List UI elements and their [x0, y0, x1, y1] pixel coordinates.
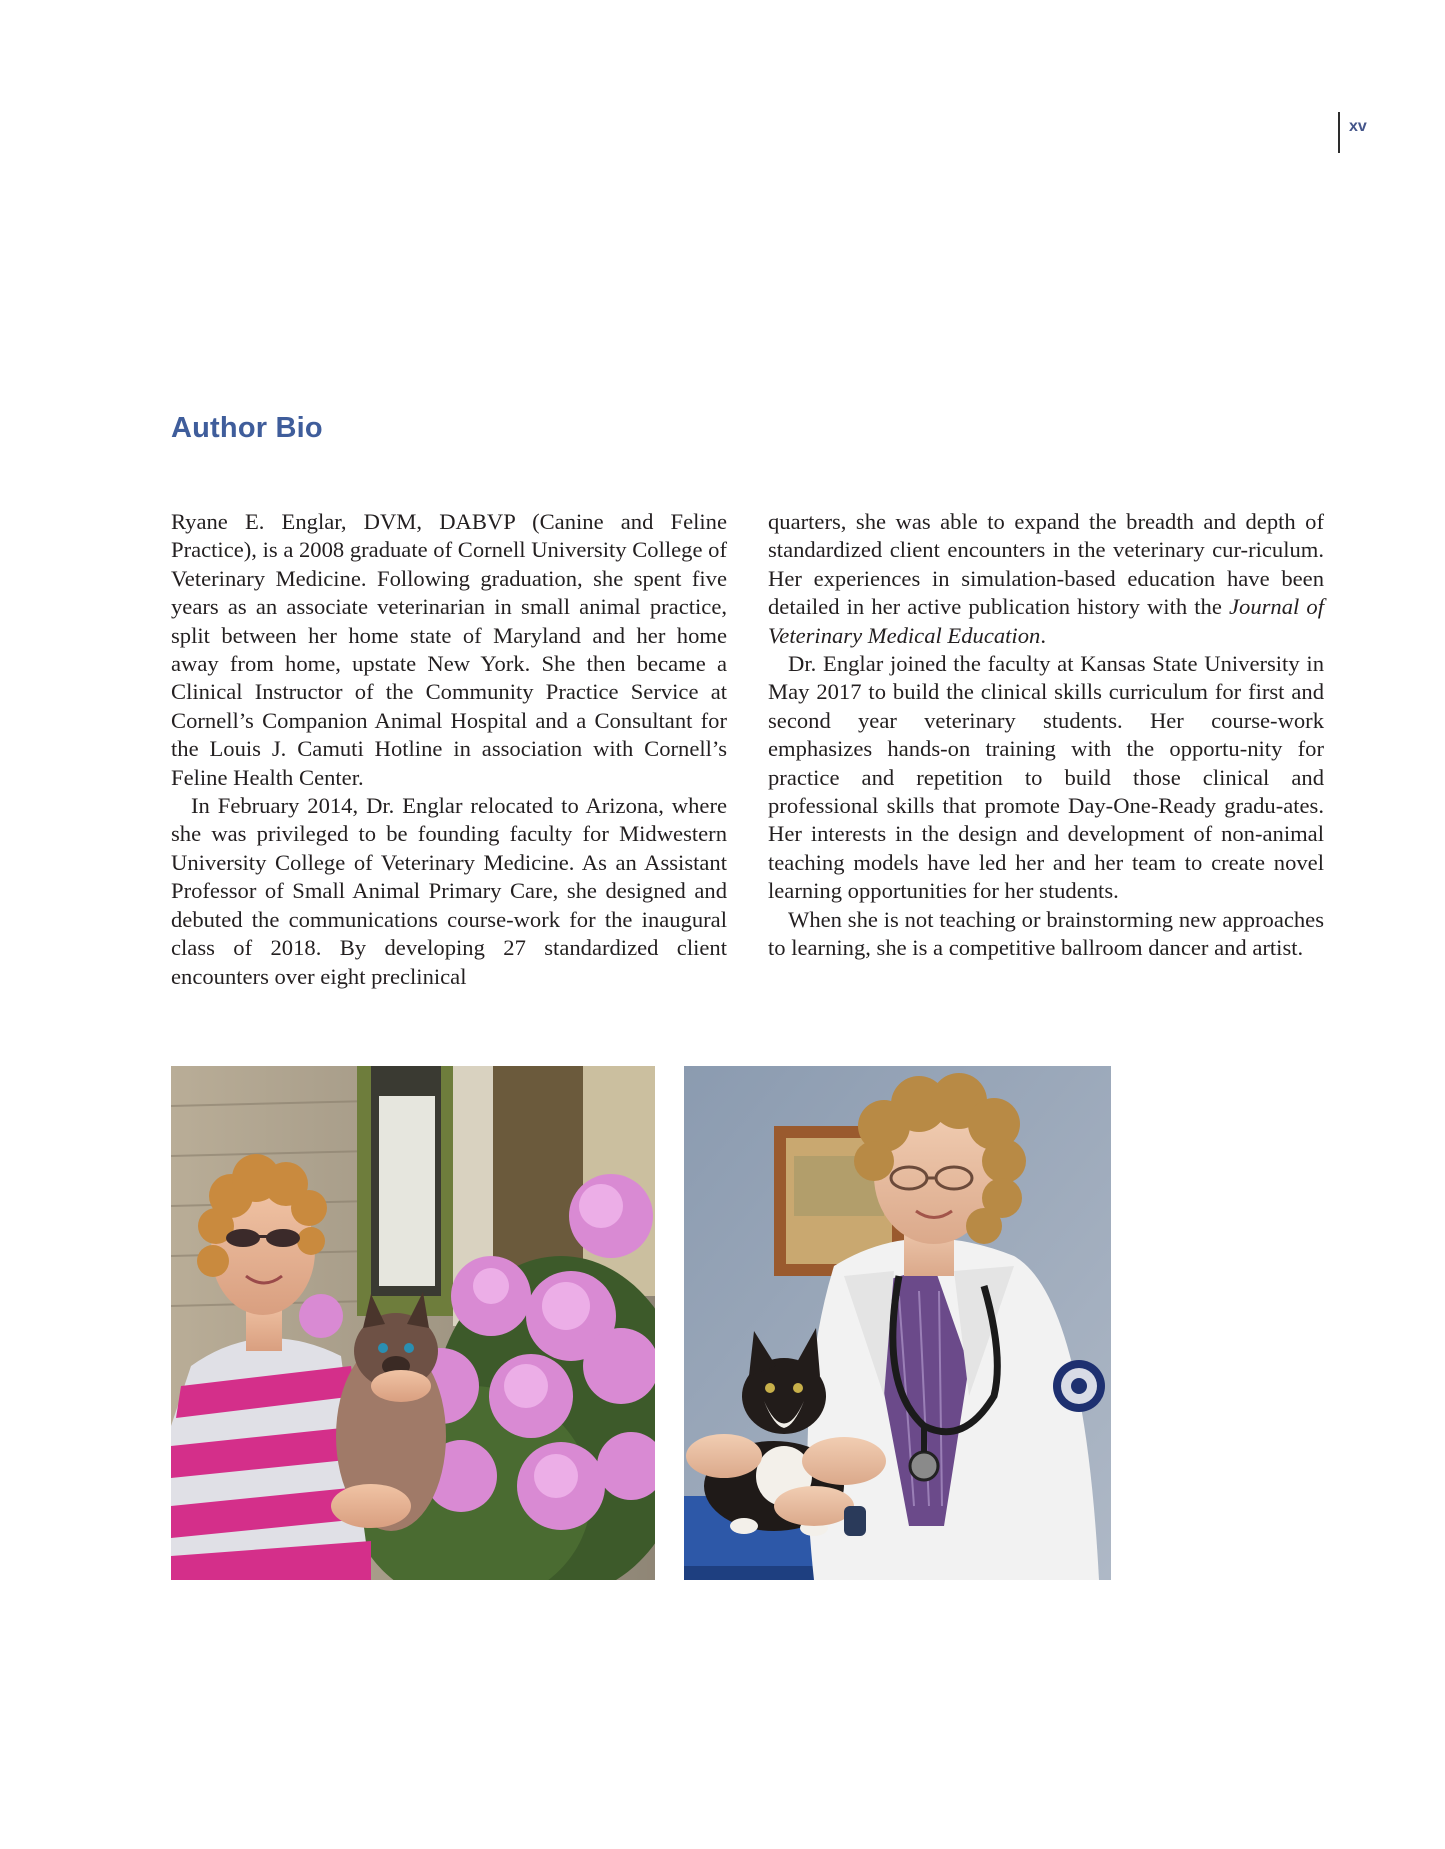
bio-column-right [768, 508, 1324, 963]
bio-paragraph-2-cont-text: quarters, she was able to expand the breadth and depth of standardized client encounters in the veterinary cur-riculum. Her experiences in simulation-based education have been detailed in her active publication history with the [768, 509, 1324, 620]
section-title: Author Bio [171, 412, 323, 444]
author-photo-1-illustration [171, 1066, 655, 1580]
bio-paragraph-1: Ryane E. Englar, DVM, DABVP (Canine and Feline Practice), is a 2008 graduate of Cornell University College of Veterinary Medicine. Following graduation, she spent five years as an associate veterinarian in small animal practice, split between her home state of Maryland and her home away from home, upstate New York. She then became a Clinical Instructor of the Community Practice Service at Cornell’s Companion Animal Hospital and a Consultant for the Louis J. Camuti Hotline in association with Cornell’s Feline Health Center. [171, 509, 727, 790]
journal-title: Journal of Veterinary Medical Education [768, 594, 1324, 648]
bio-paragraph-3: Dr. Englar joined the faculty at Kansas State University in May 2017 to build the clinical skills curriculum for first and second year veterinary students. Her course-work emphasizes hands-on training with the opportu-nity for practice and repetition to build those clinical and professional skills that promote Day-One-Ready gradu-ates. Her interests in the design and development of non-animal teaching models have led her and her team to create novel learning opportunities for her students. [768, 651, 1324, 904]
author-photo-with-cat-outdoors [171, 1066, 655, 1580]
author-photo-2-illustration [684, 1066, 1111, 1580]
author-photo-with-kitten-clinic [684, 1066, 1111, 1580]
bio-paragraph-2-end: . [1040, 622, 1046, 648]
bio-column-left [171, 508, 727, 991]
page-number: xv [1338, 112, 1367, 153]
bio-paragraph-2: In February 2014, Dr. Englar relocated to Arizona, where she was privileged to be founding faculty for Midwestern University College of Veterinary Medicine. As an Assistant Professor of Small Animal Primary Care, she designed and debuted the communications course-work for the inaugural class of 2018. By developing 27 standardized client encounters over eight preclinical [171, 793, 727, 989]
bio-paragraph-4: When she is not teaching or brainstorming new approaches to learning, she is a competitive ballroom dancer and artist. [768, 906, 1324, 961]
bio-paragraph-2-continued [768, 508, 1324, 650]
